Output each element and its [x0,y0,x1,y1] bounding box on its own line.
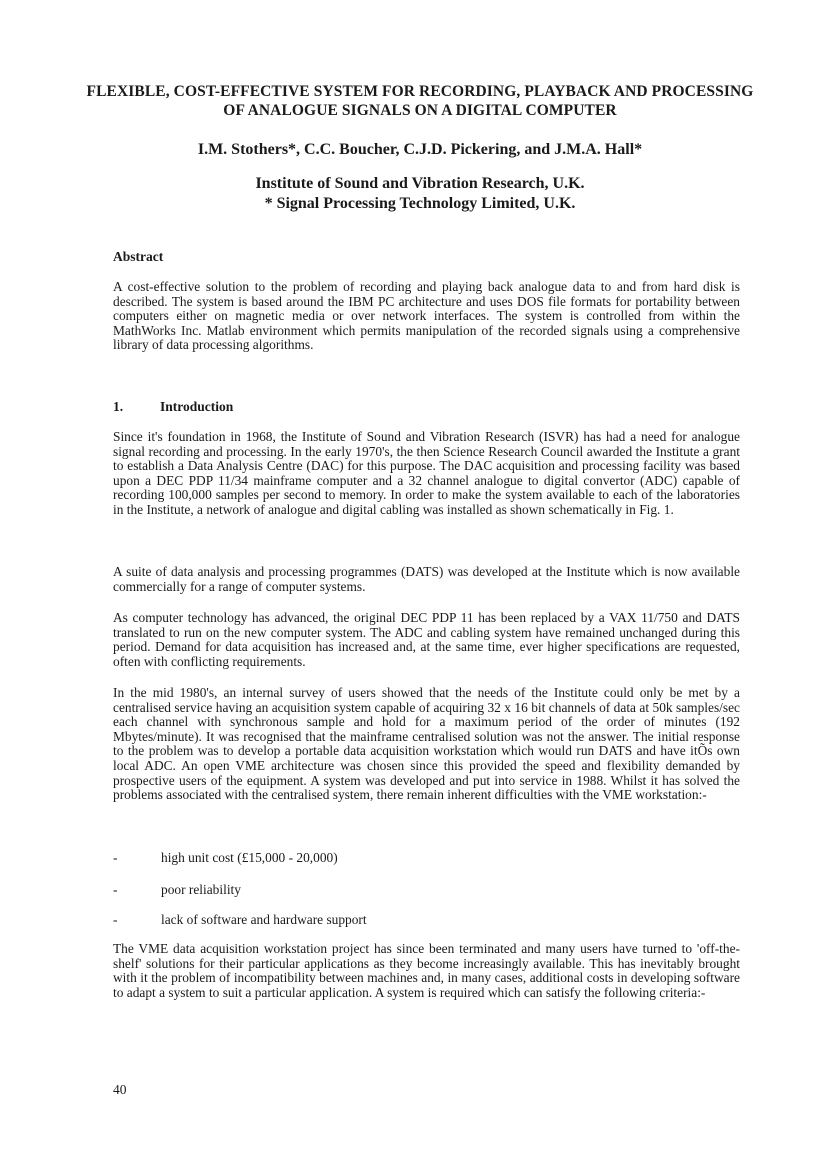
abstract-text: A cost-effective solution to the problem of recording and playing back analogue data to and from hard disk is described. The system is based around the IBM PC architecture and uses DOS file formats for portability between computers either on magnetic media or over network interfaces. The system is controlled from within the MathWorks Inc. Matlab environment which permits manipulation of the recorded signals using a comprehensive library of data processing algorithms. [113,279,740,353]
author-list: I.M. Stothers*, C.C. Boucher, C.J.D. Pickering, and J.M.A. Hall* [197,141,643,158]
section-heading [113,399,233,415]
page-number: 40 [113,1082,127,1097]
bullet-text: poor reliability [161,882,241,897]
bullet-item [113,882,241,897]
bullet-marker: - [113,912,118,927]
section-title: Introduction [160,399,234,414]
intro-paragraph-1: Since it's foundation in 1968, the Institute of Sound and Vibration Research (ISVR) has had a need for analogue signal recording and processing. In the early 1970's, the then Science Research Council awarded the Institute a grant to establish a Data Analysis Centre (DAC) for this purpose. The DAC acquisition and processing facility was based upon a DEC PDP 11/34 mainframe computer and a 32 channel analogue to digital convertor (ADC) capable of recording 100,000 samples per second to memory. In order to make the system available to each of the laboratories in the Institute, a network of analogue and digital cabling was installed as shown schematically in Fig. 1. [113,429,740,517]
intro-paragraph-3: As computer technology has advanced, the original DEC PDP 11 has been replaced by a VAX 11/750 and DATS translated to run on the new computer system. The ADC and cabling system have remained unchanged during this period. Demand for data acquisition has increased and, at the same time, ever higher specifications are requested, often with conflicting requirements. [113,610,740,669]
bullet-marker: - [113,882,118,897]
intro-paragraph-4: In the mid 1980's, an internal survey of users showed that the needs of the Institute could only be met by a centralised service having an acquisition system capable of acquiring 32 x 16 bit channels of data at 50k samples/sec each channel with synchronous sample and hold for a maximum period of the order of minutes (192 Mbytes/minute). It was recognised that the mainframe centralised solution was not the answer. The initial response to the problem was to develop a portable data acquisition workstation which would run DATS and have itÕs own local ADC. An open VME architecture was chosen since this provided the speed and flexibility demanded by prospective users of the equipment. A system was developed and put into service in 1988. Whilst it has solved the problems associated with the centralised system, there remain inherent difficulties with the VME workstation:- [113,685,740,803]
affiliation-line-2: * Signal Processing Technology Limited, U.K. [264,195,576,212]
abstract-heading: Abstract [113,249,164,264]
paper-title [40,82,800,120]
bullet-text: high unit cost (£15,000 - 20,000) [161,850,338,865]
title-line-1: FLEXIBLE, COST-EFFECTIVE SYSTEM FOR RECORDING, PLAYBACK AND PROCESSING [86,83,754,100]
affiliation [40,174,800,214]
title-line-2: OF ANALOGUE SIGNALS ON A DIGITAL COMPUTER [223,102,617,119]
bullet-marker: - [113,850,118,865]
section-number: 1. [113,399,124,414]
affiliation-line-1: Institute of Sound and Vibration Research, U.K. [255,175,585,192]
bullet-text: lack of software and hardware support [161,912,367,927]
intro-closing-paragraph: The VME data acquisition workstation project has since been terminated and many users have turned to 'off-the-shelf' solutions for their particular applications as they become increasingly available. This has inevitably brought with it the problem of incompatibility between machines and, in many cases, additional costs in developing software to adapt a system to suit a particular application. A system is required which can satisfy the following criteria:- [113,941,740,1000]
bullet-item [113,912,367,927]
intro-paragraph-2: A suite of data analysis and processing programmes (DATS) was developed at the Institute which is now available commercially for a range of computer systems. [113,564,740,594]
bullet-item [113,850,338,865]
